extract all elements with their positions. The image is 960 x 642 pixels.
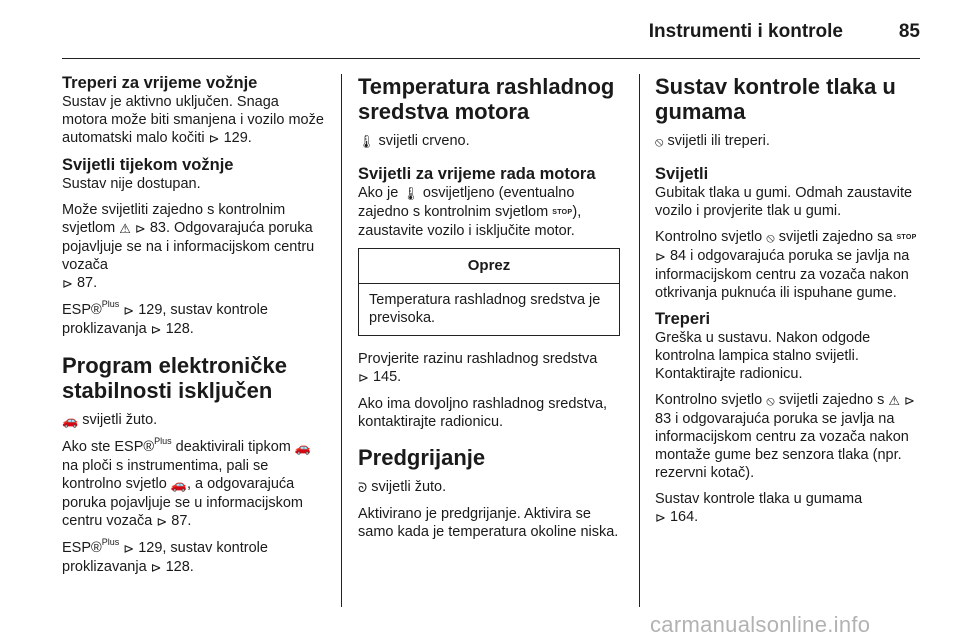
header-rule bbox=[62, 58, 920, 59]
caution-title: Oprez bbox=[359, 249, 619, 284]
section-heading: Svijetli za vrijeme rada motora bbox=[358, 165, 596, 183]
coolant-temperature-icon: 🌡 bbox=[402, 186, 419, 201]
paragraph: 🚗 svijetli žuto. bbox=[62, 412, 158, 428]
paragraph: Provjerite razinu rashladnog sredstva ⊳ 145. bbox=[358, 351, 598, 385]
page-ref-triangle-icon: ⊳ bbox=[655, 249, 666, 264]
page-ref-triangle-icon: ⊳ bbox=[150, 322, 162, 337]
page-ref-triangle-icon: ⊳ bbox=[62, 276, 73, 291]
esc-off-car-icon: 🚗 bbox=[294, 440, 312, 455]
section-heading: Program elektroničke stabilnosti isključen bbox=[62, 353, 287, 403]
paragraph: ᘐ svijetli žuto. bbox=[358, 479, 447, 495]
page-header bbox=[0, 0, 960, 62]
page-ref-triangle-icon: ⊳ bbox=[358, 370, 369, 385]
page-ref-triangle-icon: ⊳ bbox=[208, 131, 220, 146]
preheating-icon: ᘐ bbox=[358, 480, 368, 495]
column-1 bbox=[62, 74, 324, 585]
stop-icon: STOP bbox=[896, 234, 917, 241]
page-number: 85 bbox=[898, 21, 920, 42]
page-ref-triangle-icon: ⊳ bbox=[123, 303, 135, 318]
paragraph: Sustav je aktivno uključen. Snaga motora može biti smanjena i vozilo može automatski malo kočiti ⊳ 129. bbox=[62, 94, 324, 146]
paragraph: Može svijetliti zajedno s kontrolnim svjetlom ⚠ ⊳ 83. Odgovarajuća poruka pojavljuje se na i informacijskom centru vozača ⊳ 87. bbox=[62, 202, 315, 291]
caution-box bbox=[358, 248, 620, 336]
paragraph: ESP®$^{Plus}$ ⊳ 129, sustav kontrole proklizavanja ⊳ 128. bbox=[62, 299, 268, 337]
esc-off-car-icon: 🚗 bbox=[62, 413, 79, 428]
section-heading: Sustav kontrole tlaka u gumama bbox=[655, 74, 896, 124]
paragraph: Ako je 🌡 osvijetljeno (eventualno zajedno s kontrolnim svjetlom STOP), zaustavite vozilo i isključite motor. bbox=[358, 185, 582, 239]
column-divider-2 bbox=[639, 74, 640, 607]
paragraph: Kontrolno svjetlo ⦸ svijetli zajedno s ⚠ ⊳ 83 i odgovarajuća poruka se javlja na informacijskom centru za vozača nakon montaže gume bez senzora tlaka (npr. rezervni kotač). bbox=[655, 392, 915, 481]
esc-off-car-icon: 🚗 bbox=[170, 477, 187, 492]
paragraph: Gubitak tlaka u gumi. Odmah zaustavite vozilo i provjerite tlak u gumi. bbox=[655, 185, 913, 219]
tyre-warning-icon: ⚠ bbox=[119, 221, 131, 236]
page-ref-triangle-icon: ⊳ bbox=[655, 510, 666, 525]
paragraph: Greška u sustavu. Nakon odgode kontrolna lampica stalno svijetli. Kontaktirajte radionicu. bbox=[655, 330, 871, 382]
page-ref-triangle-icon: ⊳ bbox=[134, 221, 146, 236]
paragraph: 🌡 svijetli crveno. bbox=[358, 133, 470, 149]
page-ref-triangle-icon: ⊳ bbox=[904, 393, 915, 408]
tyre-warning-icon: ⚠ bbox=[888, 393, 901, 408]
section-heading: Predgrijanje bbox=[358, 445, 486, 470]
section-heading: Temperatura rashladnog sredstva motora bbox=[358, 74, 615, 124]
watermark: carmanualsonline.info bbox=[650, 612, 871, 637]
paragraph: Kontrolno svjetlo ⦸ svijetli zajedno sa STOP ⊳ 84 i odgovarajuća poruka se javlja na informacijskom centru za vozača nakon otkrivanja puknuća ili ispuhane gume. bbox=[655, 229, 917, 301]
paragraph: Sustav kontrole tlaka u gumama ⊳ 164. bbox=[655, 491, 863, 525]
column-2 bbox=[358, 74, 620, 549]
page-ref-triangle-icon: ⊳ bbox=[150, 560, 162, 575]
caution-text: Temperatura rashladnog sredstva je previsoka. bbox=[369, 292, 601, 326]
column-divider-1 bbox=[341, 74, 342, 607]
section-heading: Svijetli tijekom vožnje bbox=[62, 156, 234, 174]
paragraph: Ako ste ESP®$^{Plus}$ deaktivirali tipkom 🚗 na ploči s instrumentima, pali se kontrolno svjetlo 🚗, a odgovarajuća poruka pojavljuje se u informacijskom centru vozača ⊳ 87. bbox=[62, 436, 312, 529]
page-title: Instrumenti i kontrole bbox=[648, 21, 843, 42]
stop-icon: STOP bbox=[552, 209, 573, 216]
tyre-pressure-icon: ⦸ bbox=[766, 230, 775, 245]
column-3 bbox=[655, 74, 917, 535]
section-heading: Svijetli bbox=[655, 165, 709, 183]
tyre-pressure-icon: ⦸ bbox=[766, 393, 775, 408]
section-heading: Treperi za vrijeme vožnje bbox=[62, 74, 258, 92]
paragraph: ESP®$^{Plus}$ ⊳ 129, sustav kontrole proklizavanja ⊳ 128. bbox=[62, 537, 268, 575]
coolant-temperature-icon: 🌡 bbox=[358, 134, 375, 149]
page-ref-triangle-icon: ⊳ bbox=[123, 541, 135, 556]
paragraph: Sustav nije dostupan. bbox=[62, 176, 201, 192]
paragraph: Ako ima dovoljno rashladnog sredstva, kontaktirajte radionicu. bbox=[358, 396, 608, 430]
paragraph: Aktivirano je predgrijanje. Aktivira se samo kada je temperatura okoline niska. bbox=[358, 506, 619, 540]
page-ref-triangle-icon: ⊳ bbox=[156, 514, 168, 529]
section-heading: Treperi bbox=[655, 310, 711, 328]
paragraph: ⦸ svijetli ili treperi. bbox=[655, 133, 770, 149]
tyre-pressure-icon: ⦸ bbox=[655, 134, 664, 149]
